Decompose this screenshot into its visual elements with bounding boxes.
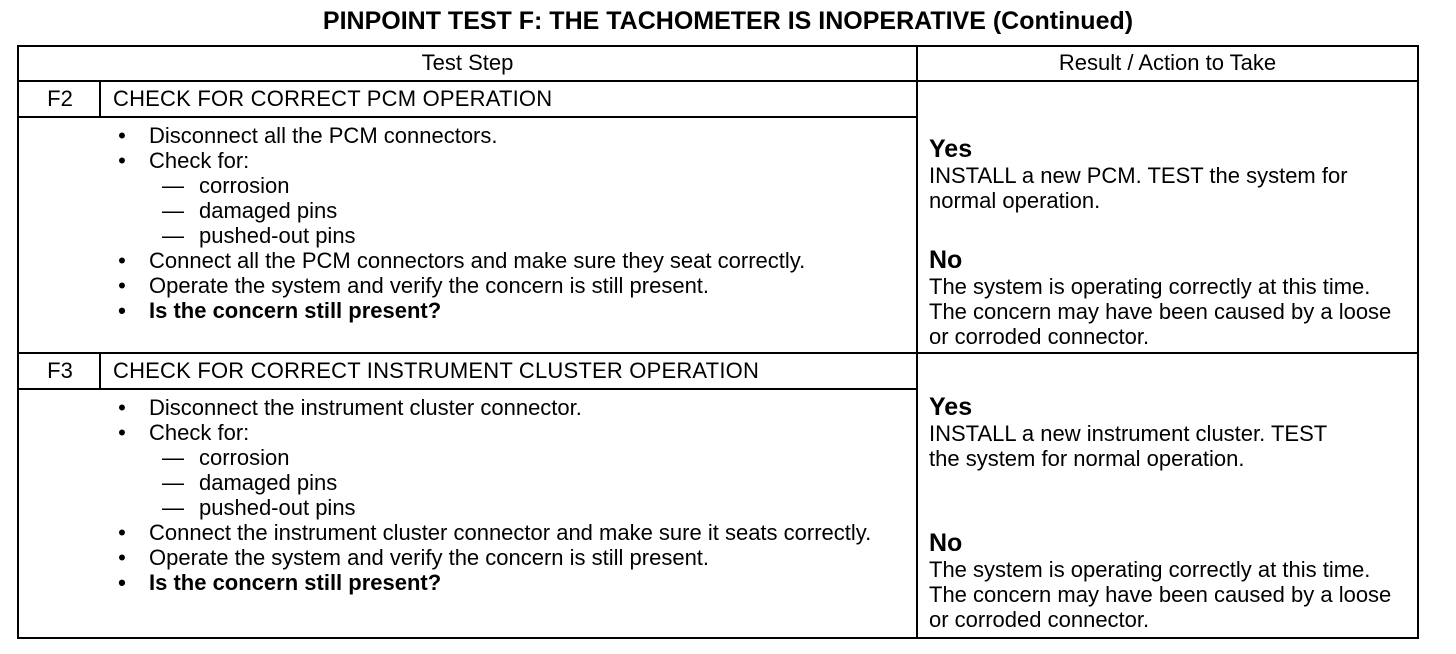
result-no xyxy=(929,530,1409,632)
list-subitem: — pushed-out pins xyxy=(162,223,356,248)
list-subitem: — damaged pins xyxy=(162,470,338,495)
yes-label: Yes xyxy=(929,393,973,421)
no-label: No xyxy=(929,529,963,557)
page-title: PINPOINT TEST F: THE TACHOMETER IS INOPERATIVE (Continued) xyxy=(322,7,1134,35)
list-item-question: • Is the concern still present? xyxy=(118,570,442,595)
list-subitem: — pushed-out pins xyxy=(162,495,356,520)
yes-action: INSTALL a new instrument cluster. TEST the system for normal operation. xyxy=(929,421,1327,471)
no-label: No xyxy=(929,246,963,274)
step-list xyxy=(112,123,849,323)
no-action: The system is operating correctly at this time. The concern may have been caused by a loose or corroded connector. xyxy=(929,557,1392,632)
list-item-question: • Is the concern still present? xyxy=(118,298,442,323)
list-subitem: — corrosion xyxy=(162,445,290,470)
list-item: • Disconnect the instrument cluster connector. xyxy=(118,395,582,420)
list-subitem: — damaged pins xyxy=(162,198,338,223)
result-no xyxy=(929,247,1409,349)
no-action: The system is operating correctly at this time. The concern may have been caused by a loose or corroded connector. xyxy=(929,274,1392,349)
f3-title-divider xyxy=(17,388,917,390)
list-item: • Connect all the PCM connectors and make sure they seat correctly. xyxy=(118,248,806,273)
header-result: Result / Action to Take xyxy=(1058,50,1277,75)
list-item: • Check for: xyxy=(118,148,250,173)
step-title: CHECK FOR CORRECT INSTRUMENT CLUSTER OPERATION xyxy=(113,358,760,383)
step-list xyxy=(112,395,929,595)
result-yes xyxy=(929,136,1399,213)
list-item: • Disconnect all the PCM connectors. xyxy=(118,123,498,148)
yes-action: INSTALL a new PCM. TEST the system for normal operation. xyxy=(929,163,1348,213)
list-subitem: — corrosion xyxy=(162,173,290,198)
f2-title-divider xyxy=(17,116,917,118)
list-item: • Operate the system and verify the concern is still present. xyxy=(118,273,710,298)
step-id: F3 xyxy=(47,358,73,383)
step-title: CHECK FOR CORRECT PCM OPERATION xyxy=(113,86,553,111)
list-item: • Check for: xyxy=(118,420,250,445)
header-test-step: Test Step xyxy=(421,50,514,75)
yes-label: Yes xyxy=(929,135,973,163)
list-item: • Connect the instrument cluster connector and make sure it seats correctly. xyxy=(118,520,872,545)
result-yes xyxy=(929,394,1359,471)
step-id: F2 xyxy=(47,86,73,111)
list-item: • Operate the system and verify the concern is still present. xyxy=(118,545,710,570)
